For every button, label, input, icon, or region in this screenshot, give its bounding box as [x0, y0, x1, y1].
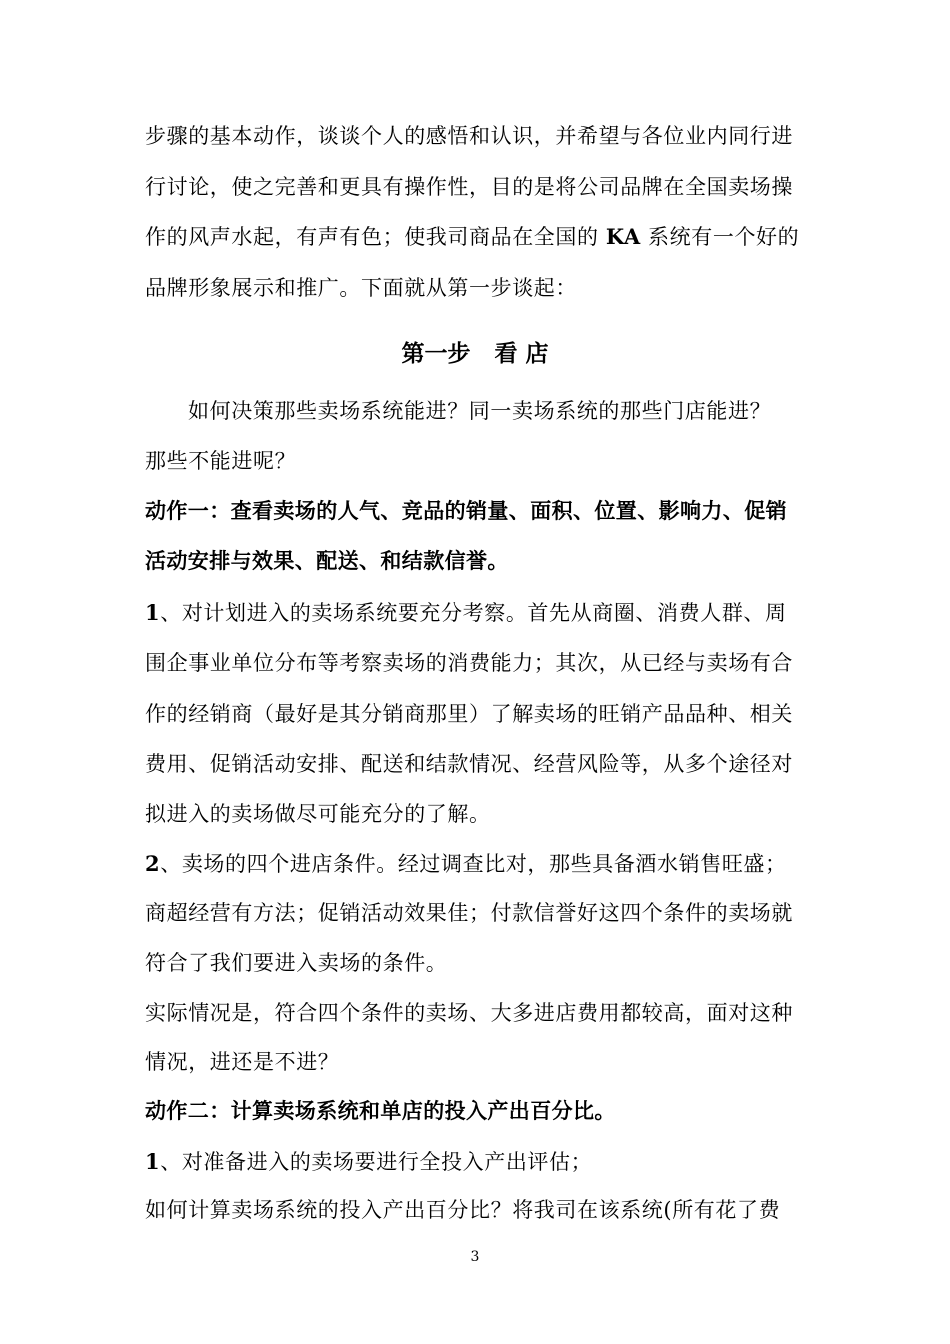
intro-line-3: 作的风声水起，有声有色；使我司商品在全国的 KA 系统有一个好的	[145, 224, 800, 249]
item-three-number: 1	[145, 1149, 161, 1174]
intro-line-2: 行讨论，使之完善和更具有操作性，目的是将公司品牌在全国卖场操	[145, 175, 793, 199]
question-line-2: 那些不能进呢？	[145, 449, 297, 473]
item-two-number: 2	[145, 851, 161, 876]
question-line-1: 如何决策那些卖场系统能进？同一卖场系统的那些门店能进？	[188, 399, 772, 423]
intro-line-4: 品牌形象展示和推广。下面就从第一步谈起：	[145, 276, 577, 300]
item-two-line-3: 符合了我们要进入卖场的条件。	[145, 951, 448, 975]
item-three-line-1: 1、对准备进入的卖场要进行全投入产出评估；	[145, 1149, 593, 1174]
calc-line-1: 如何计算卖场系统的投入产出百分比？将我司在该系统(所有花了费	[145, 1198, 781, 1222]
action-one-heading-line-1: 动作一：查看卖场的人气、竞品的销量、面积、位置、影响力、促销	[145, 499, 787, 523]
item-two-line-1: 2、卖场的四个进店条件。经过调查比对，那些具备酒水销售旺盛；	[145, 851, 787, 876]
action-two-heading: 动作二：计算卖场系统和单店的投入产出百分比。	[145, 1099, 616, 1123]
action-one-heading-line-2: 活动安排与效果、配送、和结款信誉。	[145, 549, 509, 573]
item-one-line-2: 围企事业单位分布等考察卖场的消费能力；其次，从已经与卖场有合	[145, 651, 793, 675]
item-one-line-3: 作的经销商（最好是其分销商那里）了解卖场的旺销产品品种、相关	[145, 702, 793, 726]
item-two-line-2: 商超经营有方法；促销活动效果佳；付款信誉好这四个条件的卖场就	[145, 901, 793, 925]
reality-line-1: 实际情况是，符合四个条件的卖场、大多进店费用都较高，面对这种	[145, 1001, 793, 1025]
item-one-line-1: 1、对计划进入的卖场系统要充分考察。首先从商圈、消费人群、周	[145, 600, 787, 625]
ka-text: KA	[605, 224, 641, 249]
item-one-line-5: 拟进入的卖场做尽可能充分的了解。	[145, 802, 491, 826]
page-number: 3	[470, 1249, 480, 1265]
section-title: 第一步 看 店	[401, 341, 549, 367]
item-one-number: 1	[145, 600, 161, 625]
intro-line-1: 步骤的基本动作，谈谈个人的感悟和认识，并希望与各位业内同行进	[145, 124, 793, 148]
item-one-line-4: 费用、促销活动安排、配送和结款情况、经营风险等，从多个途径对	[145, 752, 793, 776]
reality-line-2: 情况，进还是不进？	[145, 1050, 340, 1074]
